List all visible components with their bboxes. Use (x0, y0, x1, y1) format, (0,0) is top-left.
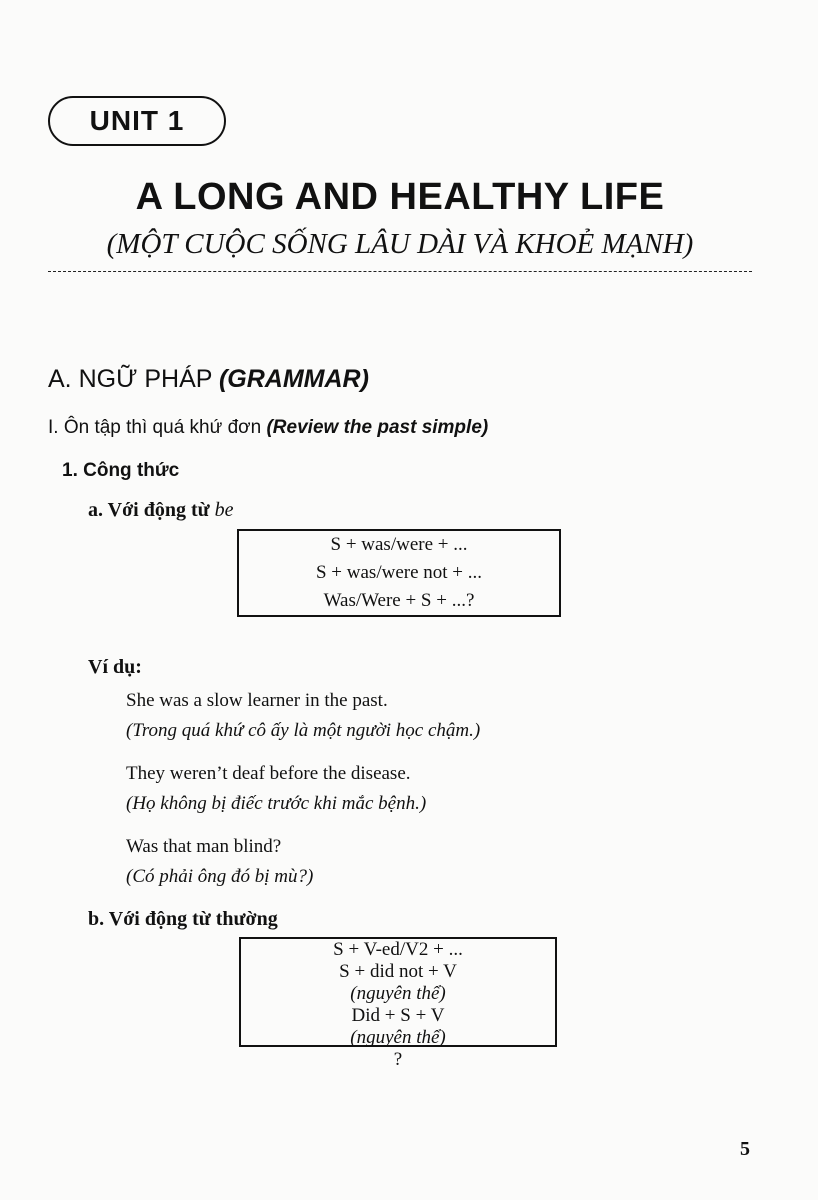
part-a-label: a. Với động từ (88, 499, 210, 521)
section-a-label: A. NGỮ PHÁP (48, 365, 212, 393)
section-a-heading (48, 365, 369, 394)
section-i-label: I. Ôn tập thì quá khứ đơn (48, 417, 262, 438)
formula-regular-negative-text: S + did not + V (339, 961, 457, 982)
page-subtitle: (MỘT CUỘC SỐNG LÂU DÀI VÀ KHOẺ MẠNH) (106, 228, 694, 260)
formula-be-affirmative: S + was/were + ... (330, 534, 468, 555)
part-b-heading: b. Với động từ thường (88, 908, 278, 930)
page-title: A LONG AND HEALTHY LIFE (135, 176, 665, 218)
formula-regular-negative-note: (nguyên thể) (350, 983, 446, 1004)
formula-regular-question-mark: ? (393, 1049, 403, 1070)
example-3-vi: (Có phải ông đó bị mù?) (126, 866, 314, 887)
formula-box-regular (239, 937, 557, 1070)
dashed-divider (48, 271, 752, 272)
example-2-vi: (Họ không bị điếc trước khi mắc bệnh.) (126, 793, 427, 814)
part-a-verb: be (214, 499, 234, 521)
example-2-en: They weren’t deaf before the disease. (126, 763, 411, 784)
page-number: 5 (740, 1138, 750, 1160)
formula-be-negative: S + was/were not + ... (315, 562, 483, 583)
section-i-english: (Review the past simple) (266, 417, 489, 438)
formula-regular-affirmative: S + V-ed/V2 + ... (333, 939, 463, 960)
formula-regular-question (241, 1005, 555, 1071)
example-3-en: Was that man blind? (126, 836, 282, 857)
section-i-heading (48, 417, 488, 439)
section-a-english: (GRAMMAR) (218, 365, 369, 393)
formula-regular-negative (241, 961, 555, 1005)
part-a-heading (88, 499, 234, 522)
example-1-vi: (Trong quá khứ cô ấy là một người học chậm.) (126, 720, 481, 741)
unit-label: UNIT 1 (48, 96, 226, 146)
formula-regular-question-text: Did + S + V (351, 1005, 445, 1026)
section-1-heading: 1. Công thức (62, 460, 180, 481)
formula-be-question: Was/Were + S + ...? (323, 590, 475, 611)
formula-regular-question-note: (nguyên thể) (350, 1027, 446, 1048)
examples-heading: Ví dụ: (88, 656, 142, 678)
formula-box-be (237, 529, 561, 617)
example-1-en: She was a slow learner in the past. (126, 690, 388, 711)
